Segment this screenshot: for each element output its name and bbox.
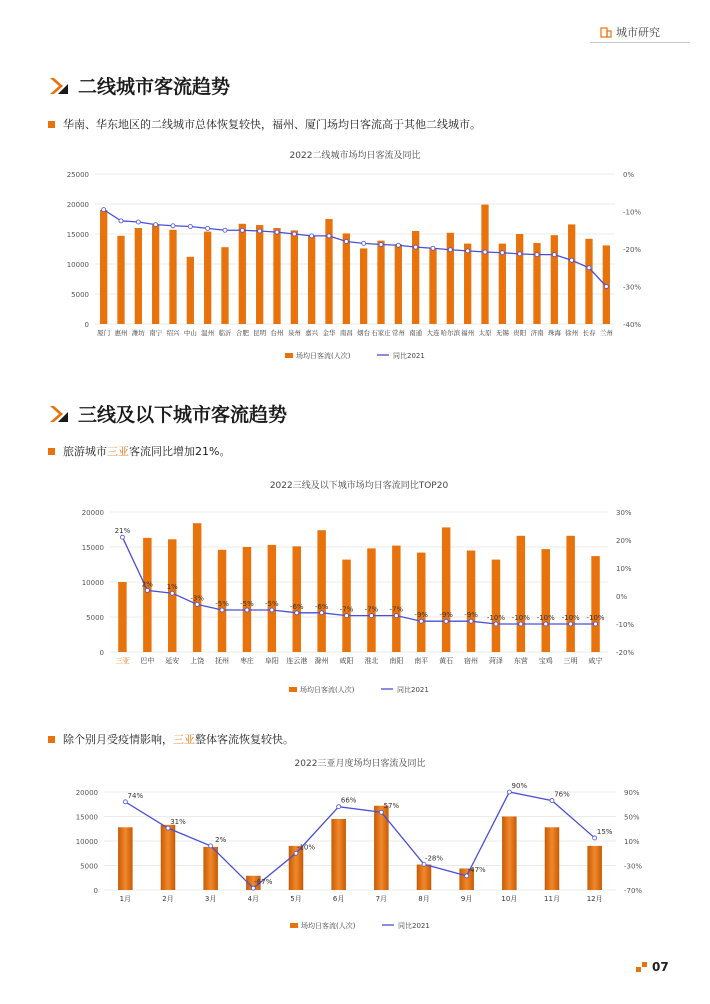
series-line-yoy xyxy=(104,210,607,287)
data-label: 15% xyxy=(596,827,613,836)
bar xyxy=(464,244,471,324)
x-category-label: 2月 xyxy=(162,895,174,903)
section-title-tier2 xyxy=(48,72,230,99)
line-point xyxy=(552,253,556,257)
trend-arrow-icon xyxy=(48,404,70,424)
y-left-tick-label: 10000 xyxy=(75,838,98,846)
x-category-label: 延安 xyxy=(165,657,180,665)
line-point xyxy=(295,611,299,615)
y-left-tick-label: 25000 xyxy=(66,171,89,179)
line-point xyxy=(569,622,573,626)
x-category-label: 南通 xyxy=(409,329,423,337)
x-category-label: 咸宁 xyxy=(588,657,603,665)
bar xyxy=(291,230,298,324)
legend-label: 同比2021 xyxy=(393,352,425,360)
x-category-label: 南宁 xyxy=(149,329,163,337)
y-left-tick-label: 20000 xyxy=(75,789,98,797)
y-right-tick-label: -30% xyxy=(624,862,643,871)
y-right-tick-label: 20% xyxy=(616,537,632,545)
x-category-label: 金华 xyxy=(322,329,336,337)
line-point xyxy=(396,243,400,247)
y-left-tick-label: 0 xyxy=(93,887,98,895)
bar xyxy=(256,225,263,324)
data-label: -10% xyxy=(486,614,505,622)
line-point xyxy=(422,862,426,866)
line-point xyxy=(465,874,469,878)
bar xyxy=(377,241,384,324)
y-left-tick-label: 10000 xyxy=(81,579,104,587)
line-point xyxy=(448,248,452,252)
data-label: -3% xyxy=(190,594,204,603)
bar xyxy=(187,257,194,324)
x-category-label: 哈尔滨 xyxy=(440,329,461,337)
line-point xyxy=(379,810,383,814)
data-label: -5% xyxy=(215,600,229,608)
line-point xyxy=(379,243,383,247)
line-point xyxy=(136,220,140,224)
header-section-label: 城市研究 xyxy=(616,26,660,39)
data-label: 2% xyxy=(141,580,153,589)
bar xyxy=(331,819,346,890)
line-point xyxy=(145,588,149,592)
line-point xyxy=(240,228,244,232)
data-label: -67% xyxy=(254,878,273,887)
y-right-tick-label: 10% xyxy=(616,565,632,573)
header-section-tag xyxy=(600,24,660,40)
y-right-tick-label: 30% xyxy=(616,509,632,517)
y-right-tick-label: -40% xyxy=(623,321,642,329)
x-category-label: 绍兴 xyxy=(166,329,180,337)
bar xyxy=(367,548,375,652)
bar xyxy=(360,248,367,324)
bar xyxy=(221,247,228,324)
line-point xyxy=(419,619,423,623)
y-right-tick-label: -30% xyxy=(623,283,642,292)
data-label: -7% xyxy=(364,605,379,614)
x-category-label: 泉州 xyxy=(287,329,301,337)
y-right-tick-label: -20% xyxy=(616,649,635,657)
x-category-label: 9月 xyxy=(460,895,473,903)
data-label: -9% xyxy=(414,611,429,620)
x-category-label: 宿州 xyxy=(464,657,479,665)
line-point xyxy=(444,619,448,623)
chart-sanya-monthly xyxy=(0,752,710,942)
bar xyxy=(516,234,523,324)
bar xyxy=(239,224,246,324)
x-category-label: 贵阳 xyxy=(513,329,527,337)
header-divider xyxy=(590,42,690,43)
x-category-label: 南平 xyxy=(414,657,429,665)
chart-title: 2022二线城市场均日客流及同比 xyxy=(289,151,421,161)
data-label: 66% xyxy=(340,796,357,805)
data-label: -10% xyxy=(536,614,555,622)
data-label: 76% xyxy=(554,790,570,799)
x-category-label: 惠州 xyxy=(114,329,128,337)
x-category-label: 长春 xyxy=(582,329,596,337)
data-label: -10% xyxy=(561,614,580,622)
bar xyxy=(143,538,151,652)
x-category-label: 8月 xyxy=(418,895,430,903)
data-label: 74% xyxy=(127,791,144,800)
y-right-tick-label: 10% xyxy=(624,838,640,846)
line-point xyxy=(483,250,487,254)
x-category-label: 中山 xyxy=(183,329,197,337)
bar xyxy=(591,556,599,652)
bullet-text: 华南、华东地区的二线城市总体恢复较快，福州、厦门场均日客流高于其他二线城市。 xyxy=(63,118,481,131)
bullet-text: 旅游城市三亚客流同比增加21%。 xyxy=(63,445,231,458)
bar xyxy=(317,530,325,652)
bullet-tier3 xyxy=(48,443,230,459)
data-label: 90% xyxy=(511,782,528,790)
y-right-tick-label: -10% xyxy=(623,208,642,217)
bar xyxy=(117,236,124,324)
bullet-text: 除个别月受疫情影响，三亚整体客流恢复较快。 xyxy=(63,733,294,746)
line-point xyxy=(170,591,174,595)
x-category-label: 淮北 xyxy=(364,657,379,665)
line-point xyxy=(220,608,224,612)
data-label: -10% xyxy=(296,843,316,852)
x-category-label: 合肥 xyxy=(235,329,249,337)
bar xyxy=(273,228,280,324)
bar xyxy=(568,224,575,324)
data-label: -5% xyxy=(265,600,279,608)
line-point xyxy=(206,226,210,230)
x-category-label: 嘉兴 xyxy=(305,329,319,337)
page-number: 07 xyxy=(636,960,669,974)
line-point xyxy=(209,844,213,848)
bar xyxy=(467,551,475,653)
line-point xyxy=(195,602,199,606)
data-label: -10% xyxy=(511,614,530,622)
x-category-label: 巴中 xyxy=(140,657,155,665)
data-label: 31% xyxy=(170,818,186,827)
bar xyxy=(447,233,454,324)
y-right-tick-label: 0% xyxy=(623,171,635,179)
series-line-yoy xyxy=(125,792,594,888)
line-point xyxy=(320,611,324,615)
line-point xyxy=(394,614,398,618)
x-category-label: 福州 xyxy=(461,329,475,337)
y-left-tick-label: 0 xyxy=(99,649,104,657)
x-category-label: 12月 xyxy=(586,895,603,903)
line-point xyxy=(500,251,504,255)
building-icon xyxy=(600,26,612,38)
line-point xyxy=(258,229,262,233)
bullet-square-icon xyxy=(48,448,55,455)
data-label: -9% xyxy=(464,611,478,620)
x-category-label: 咸阳 xyxy=(339,657,354,665)
data-label: 57% xyxy=(383,802,400,811)
x-category-label: 徐州 xyxy=(565,329,579,337)
line-point xyxy=(519,622,523,626)
x-category-label: 黄石 xyxy=(439,657,454,665)
line-point xyxy=(102,208,106,212)
x-category-label: 三亚 xyxy=(115,657,130,665)
y-left-tick-label: 15000 xyxy=(81,544,104,552)
line-point xyxy=(594,622,598,626)
x-category-label: 1月 xyxy=(119,895,132,903)
data-label: 2% xyxy=(215,835,227,844)
x-category-label: 滁州 xyxy=(314,657,329,665)
x-category-label: 临沂 xyxy=(218,329,232,337)
y-right-tick-label: 90% xyxy=(624,789,640,797)
x-category-label: 10月 xyxy=(501,895,518,903)
legend-label: 场均日客流(人次) xyxy=(301,922,356,930)
y-left-tick-label: 20000 xyxy=(66,201,89,209)
line-point xyxy=(223,228,227,232)
bar xyxy=(499,244,506,324)
line-point xyxy=(171,224,175,228)
line-point xyxy=(362,241,366,245)
bullet-tier2 xyxy=(48,116,481,132)
line-point xyxy=(344,240,348,244)
bar xyxy=(100,210,107,324)
bar xyxy=(308,236,315,324)
line-point xyxy=(270,608,274,612)
line-point xyxy=(345,614,349,618)
bar xyxy=(169,230,176,324)
line-point xyxy=(593,836,597,840)
line-point xyxy=(550,799,554,803)
bar xyxy=(293,546,301,652)
bar xyxy=(429,248,436,324)
section-title-tier3 xyxy=(48,400,287,427)
line-point xyxy=(604,285,608,289)
chart-title: 2022三亚月度场均日客流及同比 xyxy=(294,759,426,769)
legend-swatch-bar xyxy=(290,923,298,928)
x-category-label: 南阳 xyxy=(389,657,404,665)
x-category-label: 5月 xyxy=(290,895,302,903)
x-category-label: 台州 xyxy=(270,329,284,337)
y-left-tick-label: 15000 xyxy=(66,231,89,239)
y-left-tick-label: 5000 xyxy=(71,291,89,299)
x-category-label: 大连 xyxy=(426,329,440,337)
x-category-label: 厦门 xyxy=(97,329,111,337)
line-point xyxy=(369,614,373,618)
line-point xyxy=(275,230,279,234)
y-left-tick-label: 5000 xyxy=(86,614,104,622)
x-category-label: 南昌 xyxy=(339,329,353,337)
line-point xyxy=(166,826,170,830)
x-category-label: 抚州 xyxy=(215,657,230,665)
x-category-label: 济南 xyxy=(530,329,544,337)
y-right-tick-label: 50% xyxy=(624,813,640,822)
line-point xyxy=(188,225,192,229)
bullet-square-icon xyxy=(48,121,55,128)
data-label: -47% xyxy=(467,865,486,874)
section-title-text: 二线城市客流趋势 xyxy=(78,76,231,98)
bar xyxy=(502,817,517,891)
line-point xyxy=(119,219,123,223)
page-mark-icon xyxy=(636,962,648,972)
bar xyxy=(417,553,425,652)
data-label: -6% xyxy=(289,602,304,611)
bar xyxy=(392,546,400,652)
data-label: -9% xyxy=(439,611,453,620)
line-point xyxy=(310,234,314,238)
y-right-tick-label: 0% xyxy=(616,593,628,601)
line-point xyxy=(294,851,298,855)
y-left-tick-label: 5000 xyxy=(80,862,98,871)
bar xyxy=(395,244,402,324)
x-category-label: 菏泽 xyxy=(488,657,503,665)
bar xyxy=(442,527,450,652)
line-point xyxy=(544,622,548,626)
legend-swatch-bar xyxy=(285,353,293,358)
y-left-tick-label: 20000 xyxy=(81,509,104,517)
y-right-tick-label: -10% xyxy=(616,621,635,629)
y-right-tick-label: -20% xyxy=(623,246,642,254)
line-point xyxy=(292,232,296,236)
bar xyxy=(481,205,488,324)
x-category-label: 宝鸡 xyxy=(538,657,553,665)
line-point xyxy=(507,790,511,794)
legend-swatch-bar xyxy=(289,687,297,692)
bar xyxy=(168,539,176,652)
x-category-label: 昆明 xyxy=(253,329,267,337)
chart-tier3-top20 xyxy=(0,470,710,702)
x-category-label: 6月 xyxy=(332,895,345,903)
data-label: -7% xyxy=(339,605,354,614)
legend-label: 同比2021 xyxy=(398,922,430,930)
x-category-label: 太原 xyxy=(478,329,492,337)
bar xyxy=(193,523,201,652)
x-category-label: 三明 xyxy=(563,657,578,665)
line-point xyxy=(535,253,539,257)
line-point xyxy=(327,234,331,238)
chart-tier2-city-traffic xyxy=(0,140,710,370)
x-category-label: 阜阳 xyxy=(264,657,279,665)
section-title-text: 三线及以下城市客流趋势 xyxy=(78,404,288,426)
y-left-tick-label: 15000 xyxy=(75,813,98,822)
x-category-label: 连云港 xyxy=(286,657,308,665)
bar xyxy=(587,846,602,890)
bar xyxy=(551,235,558,324)
data-label: 21% xyxy=(114,527,131,536)
line-point xyxy=(466,249,470,253)
x-category-label: 烟台 xyxy=(357,329,371,337)
chart-title: 2022三线及以下城市场均日客流同比TOP20 xyxy=(269,481,449,491)
bar xyxy=(118,582,126,652)
bar xyxy=(545,827,560,890)
line-point xyxy=(123,800,127,804)
legend-label: 场均日客流(人次) xyxy=(296,352,351,360)
x-category-label: 兰州 xyxy=(599,329,613,337)
x-category-label: 上饶 xyxy=(190,657,205,665)
x-category-label: 3月 xyxy=(204,895,217,903)
x-category-label: 珠海 xyxy=(547,329,561,337)
x-category-label: 石家庄 xyxy=(371,329,391,337)
line-point xyxy=(414,245,418,249)
data-label: -10% xyxy=(586,614,605,622)
bar xyxy=(517,536,525,652)
bar xyxy=(268,545,276,652)
x-category-label: 4月 xyxy=(247,895,260,903)
bar xyxy=(203,847,218,890)
line-point xyxy=(337,805,341,809)
x-category-label: 潍坊 xyxy=(131,329,145,337)
bar xyxy=(343,233,350,324)
x-category-label: 枣庄 xyxy=(239,657,254,665)
bar xyxy=(585,239,592,324)
line-point xyxy=(245,608,249,612)
y-left-tick-label: 10000 xyxy=(66,261,89,269)
bullet-square-icon xyxy=(48,736,55,743)
legend-label: 同比2021 xyxy=(397,686,429,694)
bullet-sanya-monthly xyxy=(48,731,294,747)
line-point xyxy=(120,535,124,539)
bar xyxy=(118,827,133,890)
legend-label: 场均日客流(人次) xyxy=(300,686,355,694)
data-label: -6% xyxy=(314,602,329,611)
bar xyxy=(152,225,159,324)
bar xyxy=(492,560,500,652)
bar xyxy=(161,825,176,890)
line-point xyxy=(587,266,591,270)
line-point xyxy=(570,258,574,262)
x-category-label: 东营 xyxy=(513,657,528,665)
bar xyxy=(417,865,432,890)
line-point xyxy=(251,886,255,890)
line-point xyxy=(469,619,473,623)
bar xyxy=(204,232,211,324)
data-label: -7% xyxy=(389,605,404,614)
line-point xyxy=(518,252,522,256)
x-category-label: 温州 xyxy=(201,329,215,337)
trend-arrow-icon xyxy=(48,76,70,96)
x-category-label: 常州 xyxy=(391,329,405,337)
x-category-label: 无锡 xyxy=(495,329,509,337)
data-label: 1% xyxy=(166,583,178,592)
bar xyxy=(542,549,550,652)
line-point xyxy=(154,223,158,227)
y-left-tick-label: 0 xyxy=(84,321,89,329)
data-label: -28% xyxy=(424,854,444,863)
x-category-label: 11月 xyxy=(544,895,560,903)
bar xyxy=(566,536,574,652)
x-category-label: 7月 xyxy=(375,895,388,903)
line-point xyxy=(494,622,498,626)
bar xyxy=(135,228,142,324)
data-label: -5% xyxy=(240,600,254,608)
y-right-tick-label: -70% xyxy=(624,887,643,895)
line-point xyxy=(431,246,435,250)
